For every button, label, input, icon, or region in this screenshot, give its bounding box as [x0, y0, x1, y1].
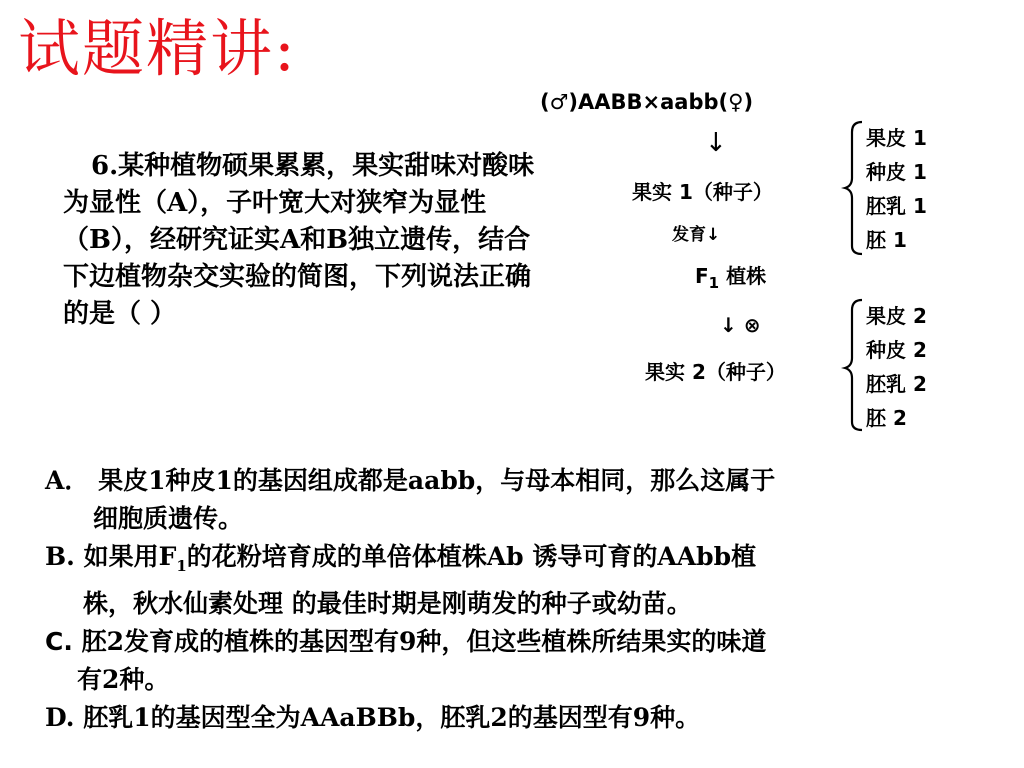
option-b-text-2: 的花粉培育成的单倍体植株Ab 诱导可育的AAbb植 [186, 542, 757, 571]
option-a-label: A． [45, 466, 90, 495]
option-a [45, 462, 1015, 538]
brace-lines [600, 88, 1000, 438]
group1-item: 果皮 1 [866, 126, 927, 150]
option-c [45, 623, 1015, 699]
group1-item: 种皮 1 [866, 160, 927, 184]
group1-item: 胚 1 [866, 228, 907, 252]
group2-item: 胚 2 [866, 406, 907, 430]
option-a-text: 果皮1种皮1的基因组成都是aabb，与母本相同，那么这属于 [98, 466, 776, 495]
selfing-symbol: ↓ ⊗ [720, 313, 761, 337]
group1-item: 胚乳 1 [866, 194, 927, 218]
option-b-text: 如果用F [83, 542, 177, 571]
group2-item: 胚乳 2 [866, 372, 927, 396]
question-text [63, 148, 548, 333]
page-title: 试题精讲: [18, 12, 297, 85]
fruit1-label: 果实 1（种子） [632, 180, 773, 204]
group2-item: 果皮 2 [866, 304, 927, 328]
answer-options [45, 462, 1015, 737]
question-number: 6. [91, 151, 119, 181]
group2-item: 种皮 2 [866, 338, 927, 362]
cross-parents: (♂)AABB×aabb(♀) [540, 90, 754, 114]
subscript: 1 [176, 557, 187, 575]
option-c-text: 胚2发育成的植株的基因型有9种，但这些植株所结果实的味道 [81, 627, 767, 656]
option-d-label: D. [45, 703, 75, 732]
option-c-label: C. [45, 627, 73, 656]
question-body: 某种植物硕果累累，果实甜味对酸味为显性（A），子叶宽大对狭窄为显性（B），经研究证实A和B独立遗传，结合下边植物杂交实验的简图，下列说法正确的是（ ） [63, 151, 535, 329]
option-d [45, 699, 1015, 737]
fruit2-label: 果实 2（种子） [645, 360, 786, 384]
cross-diagram [540, 88, 1000, 438]
option-b [45, 538, 1015, 623]
arrow-down-icon: ↓ [705, 128, 727, 158]
develop-label: 发育↓ [672, 225, 721, 245]
option-b-label: B. [45, 542, 75, 571]
f1-plant-label: $F_1$ 植株 [695, 264, 767, 292]
option-d-text: 胚乳1的基因型全为AAaBBb，胚乳2的基因型有9种。 [83, 703, 701, 732]
option-b-text-cont: 株，秋水仙素处理 的最佳时期是刚萌发的种子或幼苗。 [83, 589, 692, 618]
option-c-text-cont: 有2种。 [77, 665, 170, 694]
option-a-text-cont: 细胞质遗传。 [93, 504, 244, 533]
